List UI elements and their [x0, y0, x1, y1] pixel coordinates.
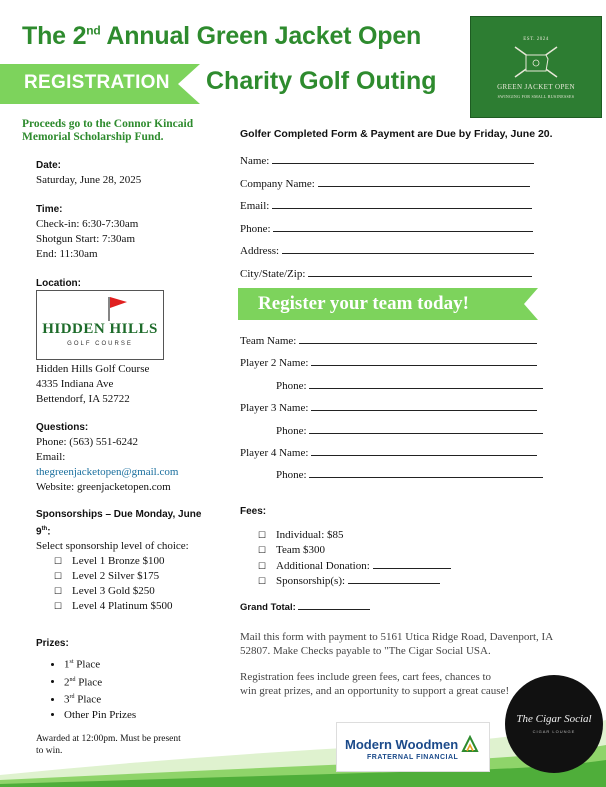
registration-label: REGISTRATION: [24, 72, 170, 93]
player-4-phone-field[interactable]: Phone:: [276, 467, 543, 481]
event-subtitle: Charity Golf Outing: [206, 67, 437, 95]
contact-phone: Phone: (563) 551-6242: [36, 436, 139, 448]
end-time: End: 11:30am: [36, 248, 98, 260]
course-city: Bettendorf, IA 52722: [36, 393, 130, 405]
checkin-time: Check-in: 6:30-7:30am: [36, 218, 139, 230]
time-section: [36, 202, 138, 262]
date-value: Saturday, June 28, 2025: [36, 174, 142, 186]
sponsorships-instruction: Select sponsorship level of choice:: [36, 540, 189, 553]
location-label: Location:: [36, 278, 81, 289]
course-street: 4335 Indiana Ave: [36, 378, 114, 390]
address-field[interactable]: Address:: [240, 243, 534, 257]
sponsorship-level-1-checkbox[interactable]: ☐ Level 1 Bronze $100: [54, 554, 216, 569]
golf-flag-icon: [105, 295, 131, 321]
cigar-social-logo: The Cigar Social CIGAR LOUNGE: [505, 675, 603, 773]
sponsorship-level-2-checkbox[interactable]: ☐ Level 2 Silver $175: [54, 569, 216, 584]
location-address: [36, 362, 149, 407]
player-2-name-field[interactable]: Player 2 Name:: [240, 355, 537, 369]
sponsorships-section: [36, 508, 216, 614]
prize-item: • 1st Place: [64, 655, 216, 673]
fee-sponsorship-checkbox[interactable]: ☐ Sponsorship(s):: [258, 574, 451, 590]
prize-item: • 2nd Place: [64, 673, 216, 691]
prizes-note: Awarded at 12:00pm. Must be present to win.: [36, 733, 181, 756]
fee-individual-checkbox[interactable]: ☐ Individual: $85: [258, 528, 451, 544]
phone-field[interactable]: Phone:: [240, 221, 533, 235]
event-title: The 2nd Annual Green Jacket Open: [22, 22, 422, 50]
questions-section: [36, 420, 178, 495]
prize-item: • Other Pin Prizes: [64, 708, 216, 723]
company-field[interactable]: Company Name:: [240, 176, 530, 190]
prizes-label: Prizes:: [36, 638, 69, 649]
date-section: [36, 158, 141, 188]
prize-item: • 3rd Place: [64, 690, 216, 708]
fee-team-checkbox[interactable]: ☐ Team $300: [258, 543, 451, 559]
team-name-field[interactable]: Team Name:: [240, 333, 537, 347]
shotgun-time: Shotgun Start: 7:30am: [36, 233, 135, 245]
sponsorships-label: Sponsorships – Due Monday, June 9th:: [36, 509, 202, 538]
fees-section: [240, 504, 451, 615]
name-field[interactable]: Name:: [240, 153, 534, 167]
email-label: Email:: [36, 451, 66, 463]
green-jacket-open-logo: EST. 2024 GREEN JACKET OPEN SWINGING FOR SMALL BUSINESSES: [470, 16, 602, 118]
hidden-hills-logo: HIDDEN HILLS GOLF COURSE: [36, 290, 164, 360]
contact-email-link[interactable]: thegreenjacketopen@gmail.com: [36, 466, 179, 478]
questions-label: Questions:: [36, 422, 89, 433]
due-notice: Golfer Completed Form & Payment are Due by Friday, June 20.: [240, 128, 553, 140]
email-field[interactable]: Email:: [240, 198, 532, 212]
date-label: Date:: [36, 160, 62, 171]
fees-note: Registration fees include green fees, cart fees, chances to win great prizes, and an opportunity to support a great cause!: [240, 671, 510, 697]
prizes-section: [36, 636, 216, 757]
modern-woodmen-logo: Modern Woodmen FRATERNAL FINANCIAL: [336, 722, 490, 772]
golf-clubs-icon: [509, 45, 563, 79]
sponsorship-level-4-checkbox[interactable]: ☐ Level 4 Platinum $500: [54, 599, 216, 614]
mail-note: Mail this form with payment to 5161 Utica Ridge Road, Davenport, IA 52807. Make Checks payable to "The Cigar Social USA.: [240, 631, 553, 657]
contact-website: Website: greenjacketopen.com: [36, 481, 171, 493]
modern-woodmen-emblem-icon: [461, 735, 479, 753]
fees-label: Fees:: [240, 506, 267, 517]
city-state-zip-field[interactable]: City/State/Zip:: [240, 266, 532, 280]
time-label: Time:: [36, 204, 63, 215]
player-3-phone-field[interactable]: Phone:: [276, 423, 543, 437]
fee-donation-checkbox[interactable]: ☐ Additional Donation:: [258, 559, 451, 575]
proceeds-note: Proceeds go to the Connor Kincaid Memorial Scholarship Fund.: [22, 118, 194, 143]
player-4-name-field[interactable]: Player 4 Name:: [240, 445, 537, 459]
team-banner-label: Register your team today!: [258, 293, 469, 314]
player-3-name-field[interactable]: Player 3 Name:: [240, 400, 537, 414]
grand-total-field[interactable]: Grand Total:: [240, 600, 451, 616]
course-name: Hidden Hills Golf Course: [36, 363, 150, 375]
sponsorship-level-3-checkbox[interactable]: ☐ Level 3 Gold $250: [54, 584, 216, 599]
player-2-phone-field[interactable]: Phone:: [276, 378, 543, 392]
